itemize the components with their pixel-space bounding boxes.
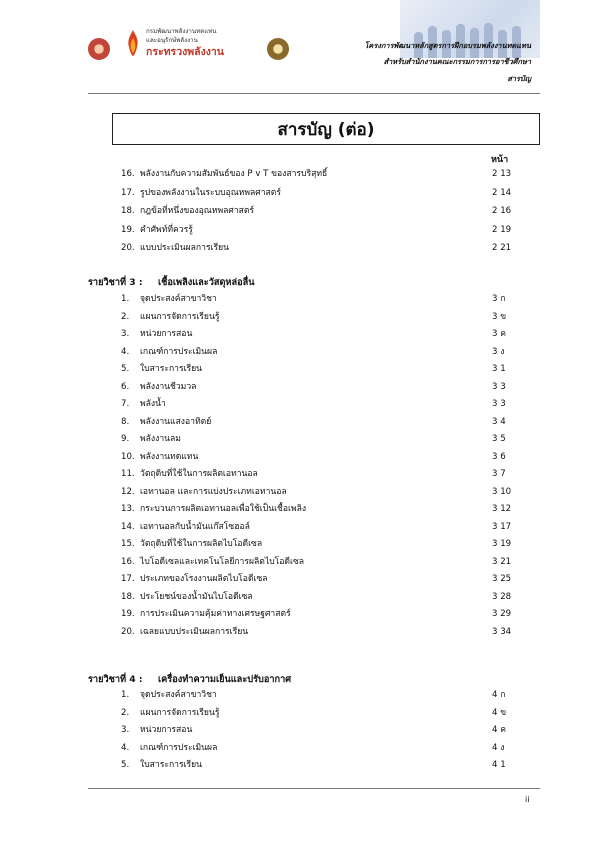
toc-entry[interactable] xyxy=(0,397,595,411)
ministry-seal-logo xyxy=(267,38,289,60)
entry-title: ใบสาระการเรียน xyxy=(140,364,203,374)
entry-number: 17. xyxy=(121,574,135,584)
entry-number: 18. xyxy=(121,206,135,217)
entry-title: ไบโอดีเซลและเทคโนโลยีการผลิตไบโอดีเซล xyxy=(140,556,305,567)
entry-title: พลังงานชีวมวล xyxy=(140,381,197,392)
entry-number: 5. xyxy=(121,364,130,374)
entry-title: ประเภทของโรงงานผลิตไบโอดีเซล xyxy=(140,574,268,584)
entry-number: 12. xyxy=(121,486,135,497)
entry-title: คำศัพท์ที่ควรรู้ xyxy=(140,224,193,235)
entry-page: 2 19 xyxy=(492,224,512,235)
entry-page: 3 4 xyxy=(492,416,506,427)
entry-page: 3 ก xyxy=(492,294,506,304)
entry-page: 4 ค xyxy=(492,725,506,735)
entry-title: ประโยชน์ของน้ำมันไบโอดีเซล xyxy=(140,591,253,602)
entry-page: 2 16 xyxy=(492,206,512,217)
entry-number: 8. xyxy=(121,416,130,427)
entry-title: เกณฑ์การประเมินผล xyxy=(140,346,218,357)
entry-page: 3 3 xyxy=(492,399,506,409)
toc-entry[interactable] xyxy=(0,502,595,516)
entry-page: 3 3 xyxy=(492,381,506,392)
entry-page: 4 1 xyxy=(492,760,506,770)
entry-title: แบบประเมินผลการเรียน xyxy=(140,243,230,254)
entry-number: 19. xyxy=(121,609,135,619)
toc-entry[interactable] xyxy=(0,186,595,200)
entry-number: 20. xyxy=(121,243,135,254)
entry-number: 7. xyxy=(121,399,130,409)
entry-page: 3 34 xyxy=(492,626,512,637)
entry-number: 17. xyxy=(121,187,135,198)
entry-number: 15. xyxy=(121,539,135,549)
page-header xyxy=(0,0,595,95)
section-heading-4 xyxy=(88,672,291,687)
toc-entry[interactable] xyxy=(0,310,595,324)
entry-number: 6. xyxy=(121,381,130,392)
toc-entry[interactable] xyxy=(0,450,595,464)
section-heading-3 xyxy=(88,275,255,290)
entry-page: 3 21 xyxy=(492,556,512,567)
entry-page: 3 17 xyxy=(492,521,512,532)
entry-title: เอทานอล และการแบ่งประเภทเอทานอล xyxy=(140,486,287,497)
toc-entry[interactable] xyxy=(0,555,595,569)
section-label: รายวิชาที่ 3 : xyxy=(88,277,143,288)
entry-number: 20. xyxy=(121,626,135,637)
entry-page: 3 ง xyxy=(492,346,505,357)
entry-number: 19. xyxy=(121,224,135,235)
toc-entry[interactable] xyxy=(0,572,595,586)
entry-page: 4 ก xyxy=(492,690,506,700)
entry-title: แผนการจัดการเรียนรู้ xyxy=(140,311,220,322)
header-section-label: สารบัญ xyxy=(507,74,531,83)
toc-entry[interactable] xyxy=(0,467,595,481)
toc-entry[interactable] xyxy=(0,292,595,306)
entry-title: การประเมินความคุ้มค่าทางเศรษฐศาสตร์ xyxy=(140,609,291,619)
entry-title: วัตถุดิบที่ใช้ในการผลิตเอทานอล xyxy=(140,469,258,479)
entry-title: พลังงานกับความสัมพันธ์ของ P v T ของสารบริสุทธิ์ xyxy=(140,169,328,179)
entry-number: 16. xyxy=(121,556,135,567)
toc-entry[interactable] xyxy=(0,758,595,772)
entry-title: เฉลยแบบประเมินผลการเรียน xyxy=(140,626,249,637)
entry-title: จุดประสงค์สาขาวิชา xyxy=(140,690,217,700)
entry-title: รูปของพลังงานในระบบอุณหพลศาสตร์ xyxy=(140,187,281,198)
project-title: โครงการพัฒนาหลักสูตรการฝึกอบรมพลังงานทดแทน xyxy=(364,41,531,50)
entry-title: แผนการจัดการเรียนรู้ xyxy=(140,707,220,718)
toc-entry[interactable] xyxy=(0,345,595,359)
ministry-name xyxy=(146,28,258,59)
toc-entry[interactable] xyxy=(0,590,595,604)
toc-entry[interactable] xyxy=(0,415,595,429)
entry-number: 16. xyxy=(121,169,135,179)
section-name: เชื้อเพลิงและวัสดุหล่อลื่น xyxy=(158,277,255,288)
entry-number: 2. xyxy=(121,707,130,718)
entry-page: 2 13 xyxy=(492,169,512,179)
toc-entry[interactable] xyxy=(0,327,595,341)
entry-number: 10. xyxy=(121,451,135,462)
entry-number: 3. xyxy=(121,329,130,339)
entry-title: ใบสาระการเรียน xyxy=(140,760,203,770)
entry-page: 2 14 xyxy=(492,187,512,198)
toc-entry[interactable] xyxy=(0,537,595,551)
section-name: เครื่องทำความเย็นและปรับอากาศ xyxy=(158,674,292,685)
toc-entry[interactable] xyxy=(0,167,595,181)
entry-title: เกณฑ์การประเมินผล xyxy=(140,742,218,753)
section-label: รายวิชาที่ 4 : xyxy=(88,674,143,685)
entry-title: พลังงานแสงอาทิตย์ xyxy=(140,416,212,427)
entry-page: 3 10 xyxy=(492,486,512,497)
entry-page: 4 ข xyxy=(492,707,507,718)
dede-seal-logo xyxy=(88,38,110,60)
page-column-label: หน้า xyxy=(491,155,509,165)
page-title: สารบัญ (ต่อ) xyxy=(112,113,540,145)
entry-title: หน่วยการสอน xyxy=(140,725,193,735)
toc-entry[interactable] xyxy=(0,485,595,499)
toc-entry[interactable] xyxy=(0,223,595,237)
entry-number: 5. xyxy=(121,760,130,770)
entry-title: จุดประสงค์สาขาวิชา xyxy=(140,294,217,304)
entry-title: พลังงานลม xyxy=(140,434,181,444)
entry-title: กฎข้อที่หนึ่งของอุณหพลศาสตร์ xyxy=(140,206,255,217)
ministry-line: และอนุรักษ์พลังงาน xyxy=(146,36,198,44)
entry-page: 3 29 xyxy=(492,609,512,619)
toc-entry[interactable] xyxy=(0,362,595,376)
footer-divider xyxy=(88,788,540,789)
page-number: ii xyxy=(525,795,530,804)
entry-number: 18. xyxy=(121,591,135,602)
toc-entry[interactable] xyxy=(0,380,595,394)
toc-entry[interactable] xyxy=(0,607,595,621)
toc-entry[interactable] xyxy=(0,706,595,720)
ministry-line: กระทรวงพลังงาน xyxy=(146,46,224,58)
entry-page: 3 6 xyxy=(492,451,506,462)
entry-page: 3 ข xyxy=(492,311,507,322)
entry-number: 1. xyxy=(121,690,130,700)
entry-number: 11. xyxy=(121,469,135,479)
entry-page: 3 5 xyxy=(492,434,506,444)
entry-page: 3 ค xyxy=(492,329,506,339)
entry-page: 4 ง xyxy=(492,742,505,753)
entry-page: 2 21 xyxy=(492,243,512,254)
toc-entry[interactable] xyxy=(0,432,595,446)
entry-page: 3 19 xyxy=(492,539,512,549)
entry-title: เอทานอลกับน้ำมันแก๊สโซฮอล์ xyxy=(140,521,250,532)
entry-number: 1. xyxy=(121,294,130,304)
entry-title: กระบวนการผลิตเอทานอลเพื่อใช้เป็นเชื้อเพลิง xyxy=(140,504,307,514)
toc-entry[interactable] xyxy=(0,723,595,737)
toc-entry[interactable] xyxy=(0,688,595,702)
entry-page: 3 1 xyxy=(492,364,506,374)
entry-number: 2. xyxy=(121,311,130,322)
entry-page: 3 12 xyxy=(492,504,512,514)
toc-entry[interactable] xyxy=(0,520,595,534)
entry-page: 3 25 xyxy=(492,574,512,584)
entry-number: 14. xyxy=(121,521,135,532)
entry-page: 3 28 xyxy=(492,591,512,602)
entry-title: หน่วยการสอน xyxy=(140,329,193,339)
toc-entry[interactable] xyxy=(0,204,595,218)
toc-entry[interactable] xyxy=(0,241,595,255)
entry-number: 4. xyxy=(121,742,130,753)
entry-number: 13. xyxy=(121,504,135,514)
entry-number: 9. xyxy=(121,434,130,444)
entry-number: 4. xyxy=(121,346,130,357)
entry-title: วัตถุดิบที่ใช้ในการผลิตไบโอดีเซล xyxy=(140,539,263,549)
toc-entry[interactable] xyxy=(0,741,595,755)
header-divider xyxy=(88,93,540,94)
toc-entry[interactable] xyxy=(0,625,595,639)
project-subtitle: สำหรับสำนักงานคณะกรรมการการอาชีวศึกษา xyxy=(383,57,531,66)
entry-title: พลังน้ำ xyxy=(140,399,166,409)
ministry-line: กรมพัฒนาพลังงานทดแทน xyxy=(146,28,217,35)
flame-logo xyxy=(127,30,139,56)
entry-title: พลังงานทดแทน xyxy=(140,451,199,462)
entry-number: 3. xyxy=(121,725,130,735)
entry-page: 3 7 xyxy=(492,469,506,479)
